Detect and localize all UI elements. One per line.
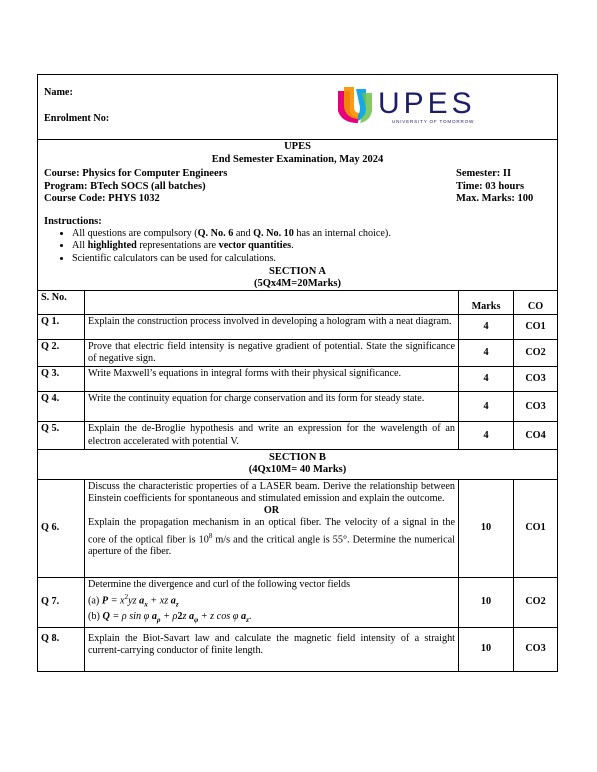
logo-wordmark: UPES [378, 87, 476, 120]
course-name: Course: Physics for Computer Engineers [44, 168, 228, 179]
question-number: Q 6. [38, 479, 85, 577]
q7-intro: Determine the divergence and curl of the following vector fields [88, 578, 351, 590]
code-row [44, 193, 551, 206]
table-row [38, 422, 558, 449]
exam-time: Time: 03 hours [456, 180, 525, 192]
question-text [85, 479, 459, 577]
question-marks: 4 [459, 422, 514, 449]
course-row [44, 168, 551, 181]
question-co: CO1 [514, 315, 558, 340]
instruction-item: • All highlighted representations are vector quantities. [72, 240, 551, 252]
q7-part-a: (a) $P = x^2yz$ $a_x$ + xz $a_z$ [88, 593, 179, 609]
max-marks: Max. Marks: 100 [456, 193, 534, 204]
col-sno-header: S. No. [38, 291, 85, 315]
program-row [44, 181, 551, 194]
question-text [85, 577, 459, 627]
col-co-header: CO [514, 291, 558, 315]
col-marks-header: Marks [459, 291, 514, 315]
header-cell [38, 75, 558, 140]
exam-info-cell [38, 140, 558, 291]
question-co: CO3 [514, 392, 558, 422]
q6-part-b: Explain the propagation mechanism in an optical fiber. The velocity of a signal in the core of the optical fiber is $10^8$ m/s and the critical angle is 55°. Determine the numerical aperture of the fiber. [88, 517, 455, 558]
enrolment-label: Enrolment No: [44, 113, 110, 125]
question-text: Explain the Biot-Savart law and calculate the magnetic field intensity of a straight current-carrying conductor of finite length. [85, 627, 459, 671]
q6-part-a: Discuss the characteristic properties of a LASER beam. Derive the relationship between Einstein coefficients for spontaneous and stimulated emission and explain the outcome. [88, 480, 455, 505]
table-row [38, 340, 558, 367]
question-number: Q 5. [38, 422, 85, 449]
section-a-title: SECTION A [269, 266, 326, 277]
semester: Semester: II [456, 168, 512, 179]
question-co: CO3 [514, 627, 558, 671]
question-number: Q 8. [38, 627, 85, 671]
university-name: UPES [284, 141, 311, 152]
section-b-title: SECTION B [269, 452, 326, 464]
question-co: CO4 [514, 422, 558, 449]
instructions-label: Instructions: [44, 215, 102, 227]
table-row [38, 392, 558, 422]
section-a-marks: (5Qx4M=20Marks) [253, 278, 342, 289]
logo-tagline: UNIVERSITY OF TOMORROW [392, 119, 475, 124]
exam-title: End Semester Examination, May 2024 [211, 153, 384, 165]
table-row [38, 479, 558, 577]
question-co: CO2 [514, 577, 558, 627]
upes-logo-icon [334, 83, 476, 127]
question-marks: 10 [459, 577, 514, 627]
question-number: Q 1. [38, 315, 85, 340]
q7-part-b: (b) Q = ρ sin φ $a_\rho + \rho 2z$ $a_\varphi + z$ cos φ $a_z$. [88, 610, 252, 624]
question-marks: 4 [459, 392, 514, 422]
question-marks: 4 [459, 367, 514, 392]
question-text: Explain the de-Broglie hypothesis and write an expression for the wavelength of an electron accelerated with potential V. [85, 422, 459, 449]
question-number: Q 3. [38, 367, 85, 392]
name-label: Name: [44, 87, 73, 98]
question-text: Explain the construction process involved in developing a hologram with a neat diagram. [85, 315, 459, 340]
table-row [38, 627, 558, 671]
question-number: Q 7. [38, 577, 85, 627]
section-a-heading [38, 266, 557, 290]
question-marks: 4 [459, 340, 514, 367]
question-text: Write the continuity equation for charge conservation and its form for steady state. [85, 392, 459, 422]
question-text: Write Maxwell’s equations in integral forms with their physical significance. [85, 367, 459, 392]
question-number: Q 4. [38, 392, 85, 422]
table-row [38, 367, 558, 392]
instruction-item: • All questions are compulsory (Q. No. 6 and Q. No. 10 has an internal choice). [72, 228, 551, 240]
table-row [38, 577, 558, 627]
exam-table [37, 74, 558, 672]
program-name: Program: BTech SOCS (all batches) [44, 180, 206, 192]
col-question-header [85, 291, 459, 315]
question-marks: 4 [459, 315, 514, 340]
section-b-heading [38, 449, 558, 479]
exam-paper [37, 74, 557, 672]
q6-or: OR [263, 505, 280, 517]
question-text: Prove that electric field intensity is negative gradient of potential. State the significance of negative sign. [85, 340, 459, 367]
question-co: CO1 [514, 479, 558, 577]
question-co: CO2 [514, 340, 558, 367]
instruction-item: • Scientific calculators can be used for calculations. [72, 253, 551, 265]
question-marks: 10 [459, 479, 514, 577]
question-number: Q 2. [38, 340, 85, 367]
upes-logo [334, 83, 476, 127]
question-marks: 10 [459, 627, 514, 671]
table-row [38, 315, 558, 340]
question-co: CO3 [514, 367, 558, 392]
section-b-marks: (4Qx10M= 40 Marks) [248, 464, 347, 476]
instructions-list [44, 228, 551, 265]
student-fields [44, 87, 109, 139]
course-code: Course Code: PHYS 1032 [44, 193, 160, 204]
